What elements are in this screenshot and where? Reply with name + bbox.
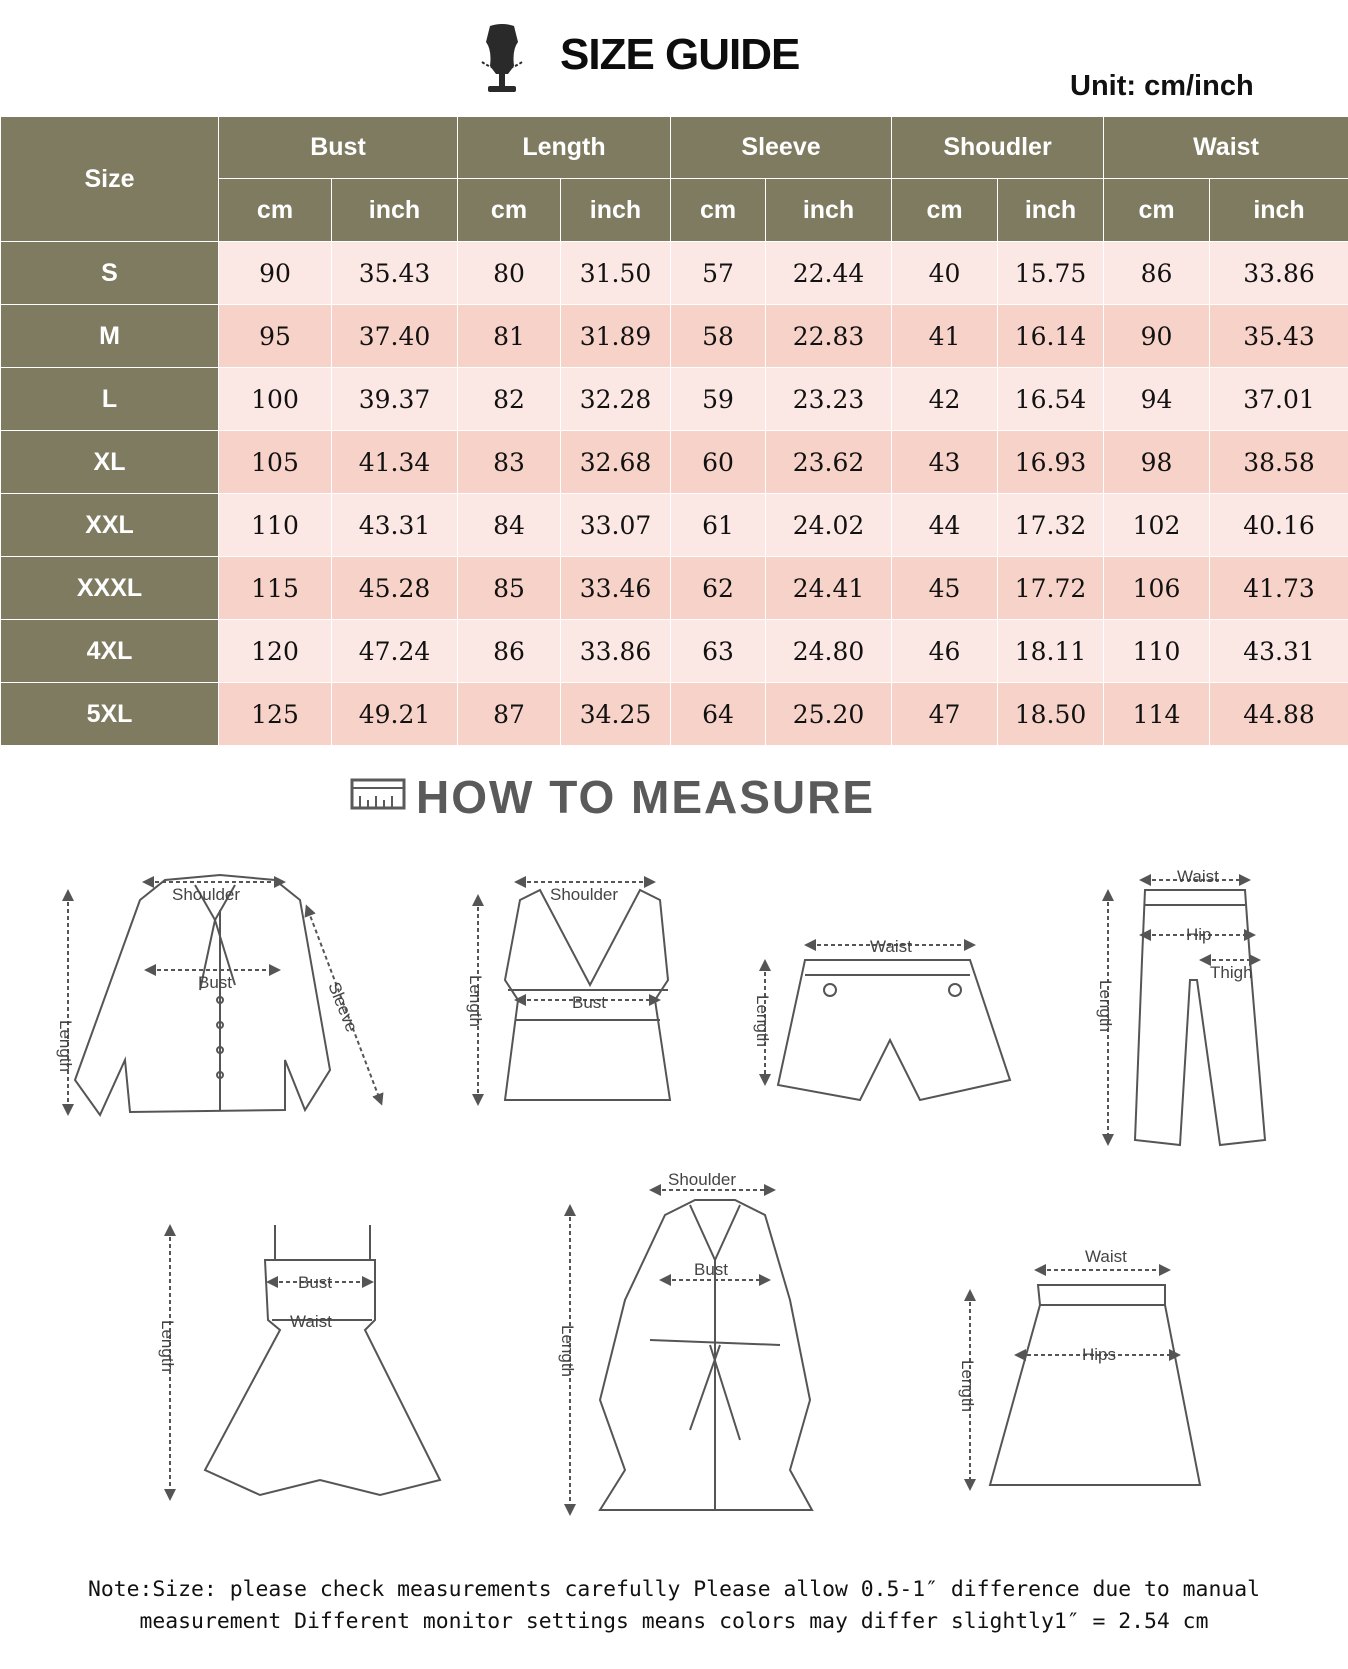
table-cell: 125	[219, 683, 332, 746]
table-cell: 22.44	[766, 242, 892, 305]
size-cell: M	[1, 305, 219, 368]
table-cell: 59	[671, 368, 766, 431]
table-cell: 90	[1104, 305, 1210, 368]
table-cell: 44.88	[1210, 683, 1348, 746]
size-cell: L	[1, 368, 219, 431]
table-cell: 43.31	[1210, 620, 1348, 683]
table-cell: 18.50	[998, 683, 1104, 746]
table-cell: 87	[458, 683, 561, 746]
table-cell: 32.28	[561, 368, 671, 431]
unit-header-9: inch	[1210, 179, 1348, 242]
table-cell: 23.62	[766, 431, 892, 494]
table-cell: 43.31	[332, 494, 458, 557]
table-cell: 41	[892, 305, 998, 368]
table-cell: 45.28	[332, 557, 458, 620]
group-header-shoulder: Shoudler	[892, 117, 1104, 179]
table-cell: 41.34	[332, 431, 458, 494]
coat-bust-label: Bust	[694, 1260, 729, 1279]
unit-header-1: inch	[332, 179, 458, 242]
shirt-sleeve-label: Sleeve	[324, 979, 362, 1035]
table-cell: 86	[1104, 242, 1210, 305]
table-cell: 57	[671, 242, 766, 305]
table-cell: 16.14	[998, 305, 1104, 368]
shorts-waist-label: Waist	[870, 937, 912, 956]
table-cell: 34.25	[561, 683, 671, 746]
table-cell: 47.24	[332, 620, 458, 683]
mannequin-icon	[472, 22, 532, 96]
table-cell: 33.07	[561, 494, 671, 557]
table-cell: 33.86	[561, 620, 671, 683]
dress-illustration	[170, 1225, 440, 1495]
table-cell: 82	[458, 368, 561, 431]
table-cell: 105	[219, 431, 332, 494]
table-cell: 32.68	[561, 431, 671, 494]
table-row	[1, 242, 1348, 305]
unit-label: Unit: cm/inch	[1070, 70, 1254, 102]
table-cell: 24.02	[766, 494, 892, 557]
table-cell: 90	[219, 242, 332, 305]
group-header-waist: Waist	[1104, 117, 1348, 179]
table-cell: 42	[892, 368, 998, 431]
unit-header-5: inch	[766, 179, 892, 242]
table-cell: 37.01	[1210, 368, 1348, 431]
table-cell: 114	[1104, 683, 1210, 746]
table-cell: 110	[1104, 620, 1210, 683]
table-row	[1, 620, 1348, 683]
coat-illustration	[570, 1190, 812, 1510]
unit-header-8: cm	[1104, 179, 1210, 242]
table-cell: 40.16	[1210, 494, 1348, 557]
unit-header-3: inch	[561, 179, 671, 242]
table-cell: 25.20	[766, 683, 892, 746]
table-cell: 60	[671, 431, 766, 494]
table-cell: 15.75	[998, 242, 1104, 305]
table-cell: 40	[892, 242, 998, 305]
unit-header-4: cm	[671, 179, 766, 242]
pants-length-label: Length	[1096, 980, 1115, 1032]
note-line-2: measurement Different monitor settings means colors may differ slightly1″ = 2.54 cm	[139, 1609, 1209, 1634]
skirt-waist-label: Waist	[1085, 1247, 1127, 1266]
vest-illustration	[478, 882, 670, 1100]
table-row	[1, 368, 1348, 431]
table-row	[1, 305, 1348, 368]
pants-hip-label: Hip	[1186, 925, 1212, 944]
size-table	[0, 116, 1348, 746]
shorts-illustration	[765, 945, 1010, 1100]
vest-bust-label: Bust	[572, 993, 607, 1012]
table-cell: 31.89	[561, 305, 671, 368]
dress-bust-label: Bust	[298, 1273, 333, 1292]
group-header-bust: Bust	[219, 117, 458, 179]
table-cell: 22.83	[766, 305, 892, 368]
table-cell: 120	[219, 620, 332, 683]
table-cell: 24.41	[766, 557, 892, 620]
table-cell: 35.43	[332, 242, 458, 305]
how-to-measure-title: HOW TO MEASURE	[416, 771, 876, 823]
unit-header-2: cm	[458, 179, 561, 242]
table-cell: 47	[892, 683, 998, 746]
table-cell: 58	[671, 305, 766, 368]
vest-length-label: Length	[466, 975, 485, 1027]
table-cell: 23.23	[766, 368, 892, 431]
table-cell: 62	[671, 557, 766, 620]
table-cell: 83	[458, 431, 561, 494]
table-cell: 115	[219, 557, 332, 620]
dress-length-label: Length	[158, 1320, 177, 1372]
table-cell: 106	[1104, 557, 1210, 620]
note-line-1: Note:Size: please check measurements carefully Please allow 0.5-1″ difference due to manual	[88, 1577, 1260, 1602]
table-cell: 95	[219, 305, 332, 368]
note-text	[20, 1574, 1328, 1638]
table-cell: 43	[892, 431, 998, 494]
table-cell: 98	[1104, 431, 1210, 494]
shirt-shoulder-label: Shoulder	[172, 885, 241, 904]
table-row	[1, 494, 1348, 557]
pants-waist-label: Waist	[1177, 867, 1219, 886]
size-cell: XXL	[1, 494, 219, 557]
table-cell: 80	[458, 242, 561, 305]
table-cell: 38.58	[1210, 431, 1348, 494]
unit-header-7: inch	[998, 179, 1104, 242]
table-cell: 45	[892, 557, 998, 620]
skirt-illustration	[970, 1270, 1200, 1485]
table-cell: 44	[892, 494, 998, 557]
table-cell: 64	[671, 683, 766, 746]
table-cell: 33.86	[1210, 242, 1348, 305]
table-cell: 24.80	[766, 620, 892, 683]
coat-shoulder-label: Shoulder	[668, 1170, 737, 1189]
table-cell: 46	[892, 620, 998, 683]
size-cell: XXXL	[1, 557, 219, 620]
pants-thigh-label: Thigh	[1210, 963, 1253, 982]
table-cell: 18.11	[998, 620, 1104, 683]
page-title: SIZE GUIDE	[560, 30, 800, 79]
table-cell: 81	[458, 305, 561, 368]
table-row	[1, 557, 1348, 620]
table-cell: 35.43	[1210, 305, 1348, 368]
size-cell: S	[1, 242, 219, 305]
size-column-header: Size	[1, 117, 219, 242]
group-header-sleeve: Sleeve	[671, 117, 892, 179]
coat-length-label: Length	[558, 1325, 577, 1377]
table-cell: 31.50	[561, 242, 671, 305]
pants-illustration	[1108, 880, 1265, 1145]
table-cell: 100	[219, 368, 332, 431]
table-cell: 39.37	[332, 368, 458, 431]
table-cell: 17.32	[998, 494, 1104, 557]
shorts-length-label: Length	[753, 995, 772, 1047]
table-cell: 84	[458, 494, 561, 557]
ruler-icon	[350, 776, 406, 812]
table-cell: 63	[671, 620, 766, 683]
table-cell: 61	[671, 494, 766, 557]
vest-shoulder-label: Shoulder	[550, 885, 619, 904]
size-cell: XL	[1, 431, 219, 494]
unit-header-6: cm	[892, 179, 998, 242]
table-cell: 16.54	[998, 368, 1104, 431]
table-cell: 17.72	[998, 557, 1104, 620]
skirt-length-label: Length	[958, 1360, 977, 1412]
table-cell: 16.93	[998, 431, 1104, 494]
shirt-bust-label: Bust	[198, 973, 233, 992]
table-row	[1, 431, 1348, 494]
table-cell: 33.46	[561, 557, 671, 620]
shirt-illustration	[68, 875, 380, 1115]
skirt-hips-label: Hips	[1082, 1345, 1117, 1364]
table-cell: 94	[1104, 368, 1210, 431]
table-cell: 41.73	[1210, 557, 1348, 620]
unit-header-0: cm	[219, 179, 332, 242]
table-cell: 110	[219, 494, 332, 557]
table-cell: 49.21	[332, 683, 458, 746]
size-guide-header	[0, 0, 1348, 116]
dress-waist-label: Waist	[290, 1312, 332, 1331]
table-cell: 85	[458, 557, 561, 620]
how-to-measure-heading	[350, 770, 1010, 823]
table-cell: 37.40	[332, 305, 458, 368]
group-header-length: Length	[458, 117, 671, 179]
table-row	[1, 683, 1348, 746]
shirt-length-label: Length	[56, 1020, 75, 1072]
table-cell: 86	[458, 620, 561, 683]
size-cell: 4XL	[1, 620, 219, 683]
size-cell: 5XL	[1, 683, 219, 746]
table-cell: 102	[1104, 494, 1210, 557]
